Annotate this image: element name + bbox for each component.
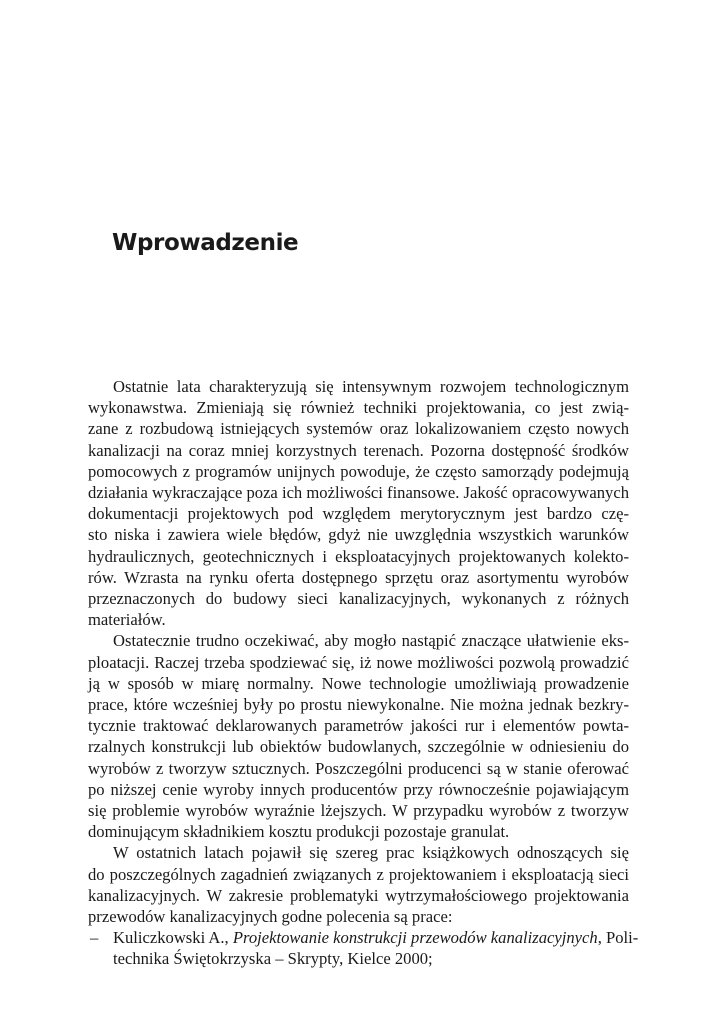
text-line: się problemie wyrobów wyraźnie lżejszych. W przypadku wyrobów z tworzyw bbox=[88, 801, 629, 821]
reference-author: Kuliczkowski A., bbox=[113, 928, 233, 948]
text-line bbox=[113, 927, 639, 948]
text-line: dokumentacji projektowych pod względem merytorycznym jest bardzo czę- bbox=[88, 504, 629, 524]
list-dash: – bbox=[90, 928, 99, 948]
text-line: wyrobów z tworzyw sztucznych. Poszczególni producenci są w stanie oferować bbox=[88, 758, 629, 778]
text-line: ją w sposób w miarę normalny. Nowe technologie umożliwiają prowadzenie bbox=[88, 673, 629, 693]
paragraph bbox=[88, 842, 629, 927]
text-line: do poszczególnych zagadnień związanych z projektowaniem i eksploatacją sieci bbox=[88, 864, 629, 884]
text-line: kanalizacyjnych. W zakresie problematyki wytrzymałościowego projektowania bbox=[88, 885, 629, 905]
text-line: rzalnych konstrukcji lub obiektów budowlanych, szczególnie w odniesieniu do bbox=[88, 737, 629, 757]
text-line: zane z rozbudową istniejących systemów oraz lokalizowaniem często nowych bbox=[88, 419, 629, 439]
paragraph bbox=[88, 630, 629, 842]
text-line: sto niska i zawiera wiele błędów, gdyż nie uwzględnia wszystkich warunków bbox=[88, 525, 629, 545]
text-line: działania wykraczające poza ich możliwości finansowe. Jakość opracowywanych bbox=[88, 483, 629, 503]
text-line: tycznie traktować deklarowanych parametrów jakości rur i elementów powta- bbox=[88, 716, 629, 736]
text-line: materiałów. bbox=[88, 610, 166, 630]
text-line: rów. Wzrasta na rynku oferta dostępnego sprzętu oraz asortymentu wyrobów bbox=[88, 567, 629, 587]
reference-list-item bbox=[88, 927, 639, 969]
text-line: dominującym składnikiem kosztu produkcji pozostaje granulat. bbox=[88, 822, 510, 842]
text-line: Ostatnie lata charakteryzują się intensywnym rozwojem technologicznym bbox=[113, 377, 629, 396]
text-line: pomocowych z programów unijnych powoduje, że często samorządy podejmują bbox=[88, 461, 629, 481]
text-line: po niższej cenie wyroby innych producentów przy równocześnie pojawiającym bbox=[88, 779, 629, 799]
text-line: prace, które wcześniej były po prostu niewykonalne. Nie można jednak bezkry- bbox=[88, 695, 629, 715]
reference-details: , Poli- bbox=[597, 928, 639, 948]
text-line: wykonawstwa. Zmieniają się również techniki projektowania, co jest zwią- bbox=[88, 398, 629, 418]
text-line: W ostatnich latach pojawił się szereg prac książkowych odnoszących się bbox=[113, 843, 629, 863]
text-line: przewodów kanalizacyjnych godne polecenia są prace: bbox=[88, 907, 453, 927]
chapter-heading: Wprowadzenie bbox=[112, 230, 299, 256]
text-line: technika Świętokrzyska – Skrypty, Kielce 2000; bbox=[113, 949, 433, 969]
text-line: przeznaczonych do budowy sieci kanalizacyjnych, wykonanych z różnych bbox=[88, 589, 629, 609]
body-text bbox=[88, 376, 639, 970]
text-line: Ostatecznie trudno oczekiwać, aby mogło nastąpić znaczące ułatwienie eks- bbox=[113, 631, 629, 651]
reference-title: Projektowanie konstrukcji przewodów kanalizacyjnych bbox=[232, 928, 598, 948]
text-line: ploatacji. Raczej trzeba spodziewać się, iż nowe możliwości pozwolą prowadzić bbox=[88, 652, 629, 672]
text-line: hydraulicznych, geotechnicznych i eksploatacyjnych projektowanych kolekto- bbox=[88, 546, 629, 566]
text-line: kanalizacji na coraz mniej korzystnych terenach. Pozorna dostępność środków bbox=[88, 440, 629, 460]
paragraph bbox=[88, 376, 629, 630]
